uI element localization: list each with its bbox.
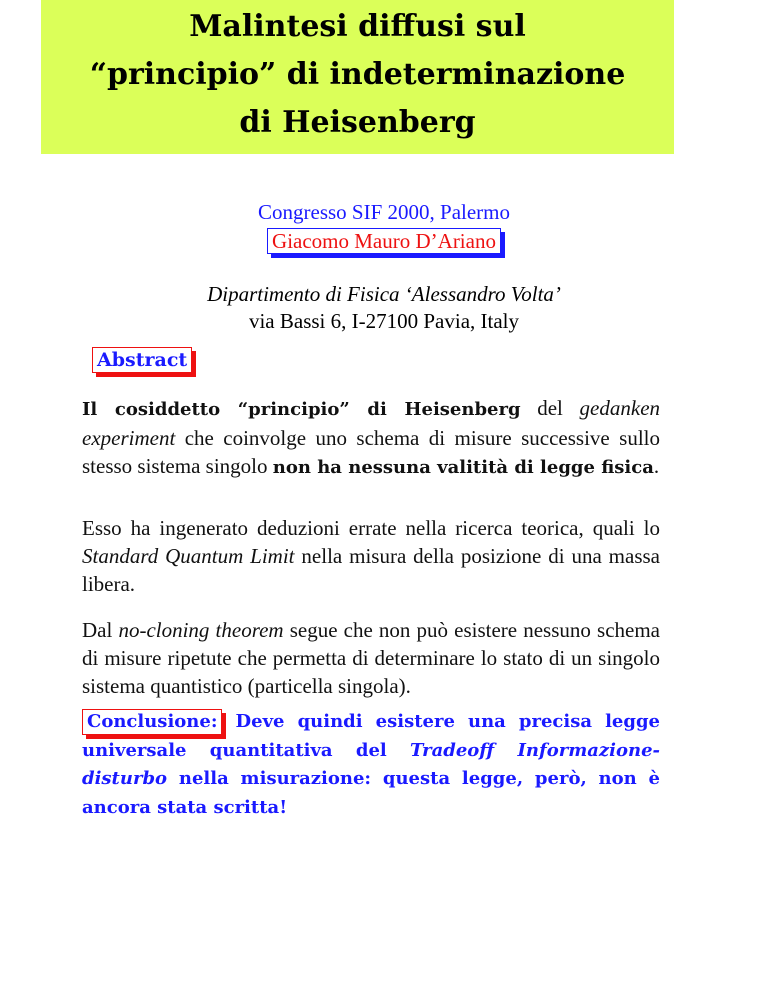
- no-cloning-phrase: no-cloning theorem: [118, 618, 284, 642]
- title-line-2: “principio” di indeterminazione: [89, 57, 626, 92]
- gedanken-phrase: gedanken experiment: [82, 396, 661, 450]
- text-segment: nella misura della posizione di una massa libera.: [82, 544, 660, 596]
- text-segment: che coinvolge uno schema di misure successive sullo stesso sistema singolo: [82, 426, 660, 478]
- department-line: Dipartimento di Fisica ‘Alessandro Volta’: [207, 282, 561, 306]
- conference-line: Congresso SIF 2000, Palermo: [258, 200, 510, 224]
- abstract-heading: [92, 347, 192, 373]
- no-validity-phrase: non ha nessuna valitità di legge fisica: [272, 457, 654, 478]
- text-segment: nella misurazione: questa legge, però, non è ancora stata scritta!: [82, 768, 660, 818]
- heisenberg-phrase: Il cosiddetto “principio” di Heisenberg: [82, 399, 521, 420]
- author-line: [0, 228, 768, 254]
- conclusion-label: Conclusione:: [82, 709, 222, 735]
- abstract-paragraph-1: [82, 394, 660, 482]
- conclusion-paragraph: [82, 708, 660, 822]
- tradeoff-phrase: Tradeoff Informazione-disturbo: [82, 739, 660, 789]
- title-line-1: Malintesi diffusi sul: [189, 9, 526, 44]
- abstract-paragraph-2: [82, 514, 660, 598]
- sql-phrase: Standard Quantum Limit: [82, 544, 295, 568]
- title-banner: [41, 0, 674, 154]
- title-line-3: di Heisenberg: [239, 105, 476, 140]
- text-segment: Deve quindi esistere una precisa legge universale quantitativa del: [82, 711, 660, 761]
- text-segment: Esso ha ingenerato deduzioni errate nella ricerca teorica, quali lo: [82, 516, 660, 540]
- text-segment: Dal: [82, 618, 119, 642]
- author-name: Giacomo Mauro D’Ariano: [267, 228, 501, 254]
- abstract-paragraph-3: [82, 616, 660, 700]
- text-segment: segue che non può esistere nessuno schema di misure ripetute che permetta di determinare lo stato di un singolo sistema quantistico (particella singola).: [82, 618, 660, 698]
- abstract-label: Abstract: [92, 347, 192, 373]
- address-line: via Bassi 6, I-27100 Pavia, Italy: [248, 309, 520, 333]
- text-segment: .: [653, 454, 660, 478]
- text-segment: del: [520, 396, 580, 420]
